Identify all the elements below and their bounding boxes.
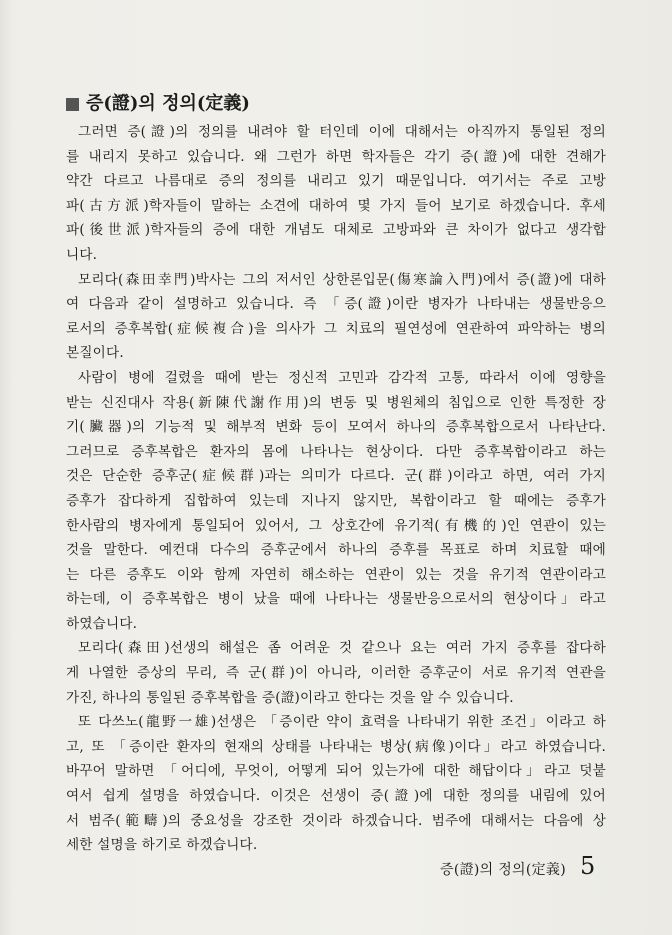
body-text [66,120,606,858]
text-line: 고, 또 「증이란 환자의 현재의 상태를 나타내는 병상(病像)이다」라고 하였습니다. [66,738,606,755]
text-line: 하는데, 이 증후복합은 병이 났을 때에 나타나는 생물반응으로서의 현상이다」라고 [66,591,606,608]
text-line: 하였습니다. [66,615,138,632]
running-footer [440,852,595,880]
text-line: 파(古方派)학자들이 말하는 소견에 대하여 몇 가지 들어 보기로 하겠습니다. 후세 [66,197,606,214]
paragraph [66,268,606,366]
paragraph [66,710,606,858]
text-line: 로서의 증후복합(症候複合)을 의사가 그 치료의 필연성에 연관하여 파악하는 병의 [66,320,606,337]
text-line: 사람이 병에 걸렸을 때에 받는 정신적 고민과 감각적 고통, 따라서 이에 영향을 [78,369,606,386]
text-line: 모리다(森田)선생의 해설은 좀 어려운 것 같으나 요는 여러 가지 증후를 잡다하 [78,640,606,657]
text-line: 세한 설명을 하기로 하겠습니다. [66,837,258,854]
text-line: 그러므로 증후복합은 환자의 몸에 나타나는 현상이다. 다만 증후복합이라고 하는 [66,443,606,460]
text-line: 것은 단순한 증후군(症候群)과는 의미가 다르다. 군(群)이라고 하면, 여러 가지 [66,468,606,485]
square-bullet-icon [66,98,79,111]
text-line: 그러면 증(證)의 정의를 내려야 할 터인데 이에 대해서는 아직까지 통일된 정의 [78,124,606,140]
text-line: 한사람의 병자에게 통일되어 있어서, 그 상호간에 유기적(有機的)인 연관이 있는 [66,517,606,534]
text-line: 증후가 잡다하게 집합하여 있는데 지나지 않지만, 복합이라고 할 때에는 증후가 [66,492,606,509]
text-line: 니다. [66,246,98,263]
footer-title: 증(證)의 정의(定義) [440,862,566,878]
text-line: 파(後世派)학자들의 증에 대한 개념도 대체로 고방파와 큰 차이가 없다고 생각합 [66,222,606,239]
section-heading [66,92,606,116]
page-number: 5 [580,852,596,880]
text-line: 가진, 하나의 통일된 증후복합을 증(證)이라고 한다는 것을 알 수 있습니다. [66,689,514,706]
text-line: 기(臟器)의 기능적 및 해부적 변화 등이 모여서 하나의 증후복합으로서 나타난다. [66,419,606,436]
paragraph [66,366,606,637]
page-content [66,92,606,858]
text-line: 약간 다르고 나름대로 증의 정의를 내리고 있기 때문입니다. 여기서는 주로 고방 [66,173,606,190]
text-line: 바꾸어 말하면 「어디에, 무엇이, 어떻게 되어 있는가에 대한 해답이다」라고 덧붙 [66,763,606,780]
text-line: 것을 말한다. 예컨대 다수의 증후군에서 하나의 증후를 목표로 하며 치료할 때에 [66,542,606,559]
text-line: 서 범주(範疇)의 중요성을 강조한 것이라 하겠습니다. 범주에 대해서는 다음에 상 [66,812,606,829]
text-line: 를 내리지 못하고 있습니다. 왜 그런가 하면 학자들은 각기 증(證)에 대한 견해가 [66,148,606,165]
text-line: 게 나열한 증상의 무리, 즉 군(群)이 아니라, 이러한 증후군이 서로 유기적 연관을 [66,665,606,682]
text-line: 는 다른 증후도 이와 함께 자연히 해소하는 연관이 있는 것을 유기적 연관이라고 [66,566,606,583]
text-line: 여 다음과 같이 설명하고 있습니다. 즉 「증(證)이란 병자가 나타내는 생물반응으 [66,296,606,313]
paragraph [66,120,606,268]
paragraph [66,636,606,710]
text-line: 모리다(森田幸門)박사는 그의 저서인 상한론입문(傷寒論入門)에서 증(證)에 대하 [78,271,606,288]
section-heading-text: 증(證)의 정의(定義) [86,93,250,114]
text-line: 또 다쓰노(龍野一雄)선생은 「증이란 약이 효력을 나타내기 위한 조건」이라고 하 [78,714,606,731]
text-line: 본질이다. [66,345,124,362]
text-line: 받는 신진대사 작용(新陳代謝作用)의 변동 및 병원체의 침입으로 인한 특정한 장 [66,394,606,411]
text-line: 여서 쉽게 설명을 하였습니다. 이것은 선생이 증(證)에 대한 정의를 내림에 있어 [66,788,606,805]
